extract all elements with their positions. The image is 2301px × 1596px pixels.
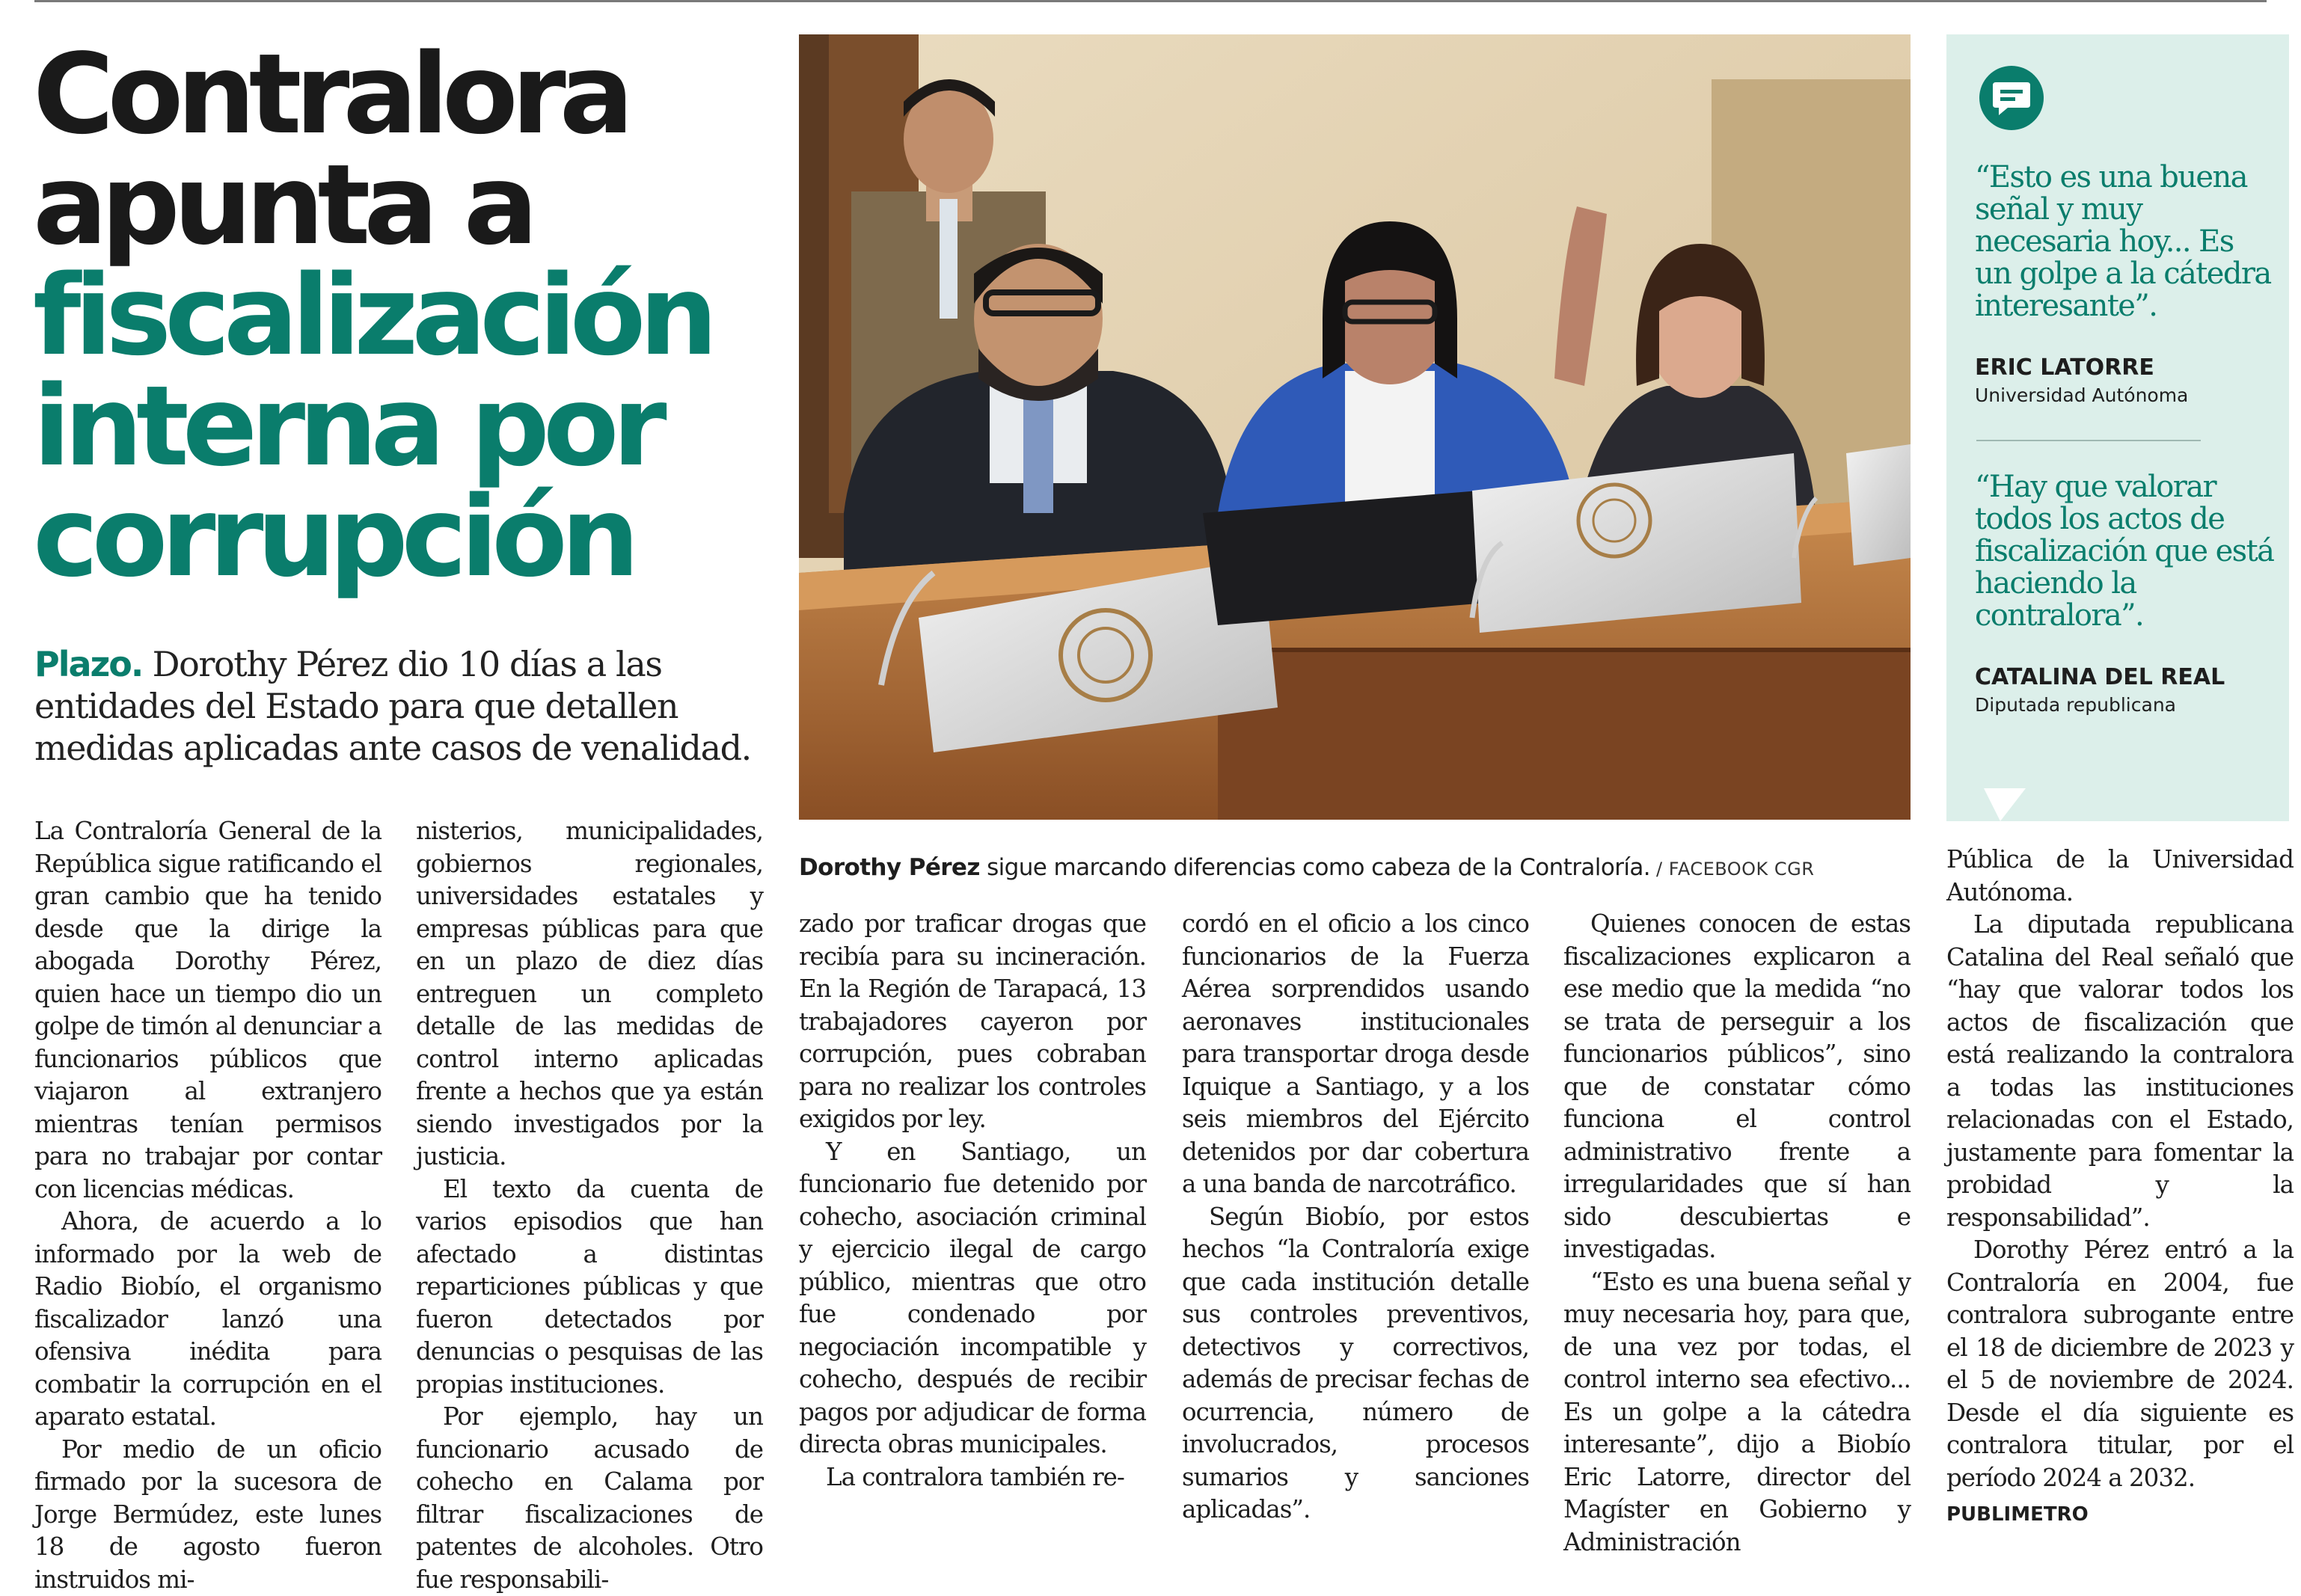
quote-box-tail [1984, 788, 2026, 821]
paragraph: Según Biobío, por estos hechos “la Contraloría exige que cada institución detalle sus controles preventivos, detectivos y correctivos, además de precisar fechas de ocurrencia, número de involucrados, procesos sumarios y sanciones aplicadas”. [1182, 1201, 1529, 1526]
deck-text: Dorothy Pérez dio 10 días a las entidades del Estado para que detallen medidas aplicadas ante casos de venalidad. [34, 644, 751, 768]
quote-divider [1976, 440, 2201, 441]
deck [34, 643, 753, 769]
body-column-4 [1182, 908, 1529, 1526]
headline-line-5: corrupción [33, 482, 766, 592]
top-rule [34, 0, 2267, 2]
paragraph: nisterios, municipalidades, gobiernos regionales, universidades estatales y empresas públicas para que en un plazo de diez días entreguen un completo detalle de las medidas de control interno aplicadas frente a hechos que ya están siendo investigados por la justicia. [416, 815, 763, 1173]
paragraph: Quienes conocen de estas fiscalizaciones explicaron a ese medio que la medida “no se trata de perseguir a los funcionarios públicos”, sino que de constatar cómo funciona el control administrativo frente a irregularidades que sí han sido descubiertas e investigadas. [1563, 908, 1911, 1266]
photo-credit: / FACEBOOK CGR [1656, 859, 1814, 880]
body-column-2 [416, 815, 763, 1596]
photo-illustration [799, 34, 1911, 820]
paragraph: Ahora, de acuerdo a lo informado por la web de Radio Biobío, el organismo fiscalizador lanzó una ofensiva inédita para combatir la corrupción en el aparato estatal. [34, 1206, 382, 1434]
body-column-3 [799, 908, 1146, 1494]
publication-signature: PUBLIMETRO [1946, 1499, 2294, 1532]
caption-text: sigue marcando diferencias como cabeza de la Contraloría. [980, 854, 1650, 881]
paragraph: La contralora también re- [799, 1461, 1146, 1494]
news-photo [799, 34, 1911, 820]
paragraph: Y en Santiago, un funcionario fue detenido por cohecho, asociación criminal y ejercicio ilegal de cargo público, mientras que otro fue condenado por negociación incompatible y cohecho, después de recibir pagos por adjudicar de forma directa obras municipales. [799, 1136, 1146, 1461]
headline-line-4: interna por [33, 371, 766, 482]
headline-line-1: Contralora [33, 39, 766, 150]
quote-1-text: “Esto es una buena señal y muy necesaria hoy... Es un golpe a la cátedra interesante”. [1975, 162, 2274, 322]
paragraph: El texto da cuenta de varios episodios que han afectado a distintas reparticiones públicas y que fueron detectados por denuncias o pesquisas de las propias instituciones. [416, 1173, 763, 1402]
quote-2-text: “Hay que valorar todos los actos de fiscalización que está haciendo la contralora”. [1975, 471, 2274, 632]
paragraph: Pública de la Universidad Autónoma. [1946, 844, 2294, 909]
paragraph: “Esto es una buena señal y muy necesaria hoy, para que, de una vez por todas, el control interno sea efectivo... Es un golpe a la cátedra interesante”, dijo a Biobío Eric Latorre, director del Magíster en Gobierno y Administración [1563, 1266, 1911, 1559]
headline-line-3: fiscalización [33, 260, 766, 371]
quote-box [1946, 34, 2289, 821]
caption-name: Dorothy Pérez [799, 854, 980, 881]
quote-2-role: Diputada republicana [1975, 694, 2176, 716]
paragraph: La Contraloría General de la República sigue ratificando el gran cambio que ha tenido desde que la dirige la abogada Dorothy Pérez, quien hace un tiempo dio un golpe de timón al denunciar a funcionarios públicos que viajaron al extranjero mientras tenían permisos para no trabajar por contar con licencias médicas. [34, 815, 382, 1206]
paragraph: cordó en el oficio a los cinco funcionarios de la Fuerza Aérea sorprendidos usando aeronaves institucionales para transportar droga desde Iquique a Santiago, y a los seis miembros del Ejército detenidos por dar cobertura a una banda de narcotráfico. [1182, 908, 1529, 1201]
quote-2-name: CATALINA DEL REAL [1975, 664, 2225, 690]
quote-1-name: ERIC LATORRE [1975, 355, 2154, 381]
paragraph: zado por traficar drogas que recibía para su incineración. En la Región de Tarapacá, 13 trabajadores cayeron por corrupción, pues cobraban para no realizar los controles exigidos por ley. [799, 908, 1146, 1136]
headline-line-2: apunta a [33, 150, 766, 260]
quote-1-role: Universidad Autónoma [1975, 384, 2188, 406]
body-column-5 [1563, 908, 1911, 1559]
chat-bubble-icon [1978, 64, 2045, 132]
paragraph: Dorothy Pérez entró a la Contraloría en 2004, fue contralora subrogante entre el 18 de diciembre de 2023 y el 5 de noviembre de 2024. Desde el día siguiente es contralora titular, por el período 2024 a 2032. [1946, 1234, 2294, 1494]
deck-lead: Plazo. [34, 644, 142, 684]
paragraph: La diputada republicana Catalina del Real señaló que “hay que valorar todos los actos de fiscalización que está realizando la contralora a todas las instituciones relacionadas con el Estado, justamente para fomentar la probidad y la responsabilidad”. [1946, 909, 2294, 1234]
headline [33, 39, 766, 592]
body-column-1 [34, 815, 382, 1596]
paragraph: Por ejemplo, hay un funcionario acusado de cohecho en Calama por filtrar fiscalizaciones de patentes de alcoholes. Otro fue responsabili- [416, 1401, 763, 1596]
body-column-6 [1946, 844, 2294, 1532]
photo-caption [799, 853, 1911, 884]
paragraph: Por medio de un oficio firmado por la sucesora de Jorge Bermúdez, este lunes 18 de agosto fueron instruidos mi- [34, 1434, 382, 1596]
